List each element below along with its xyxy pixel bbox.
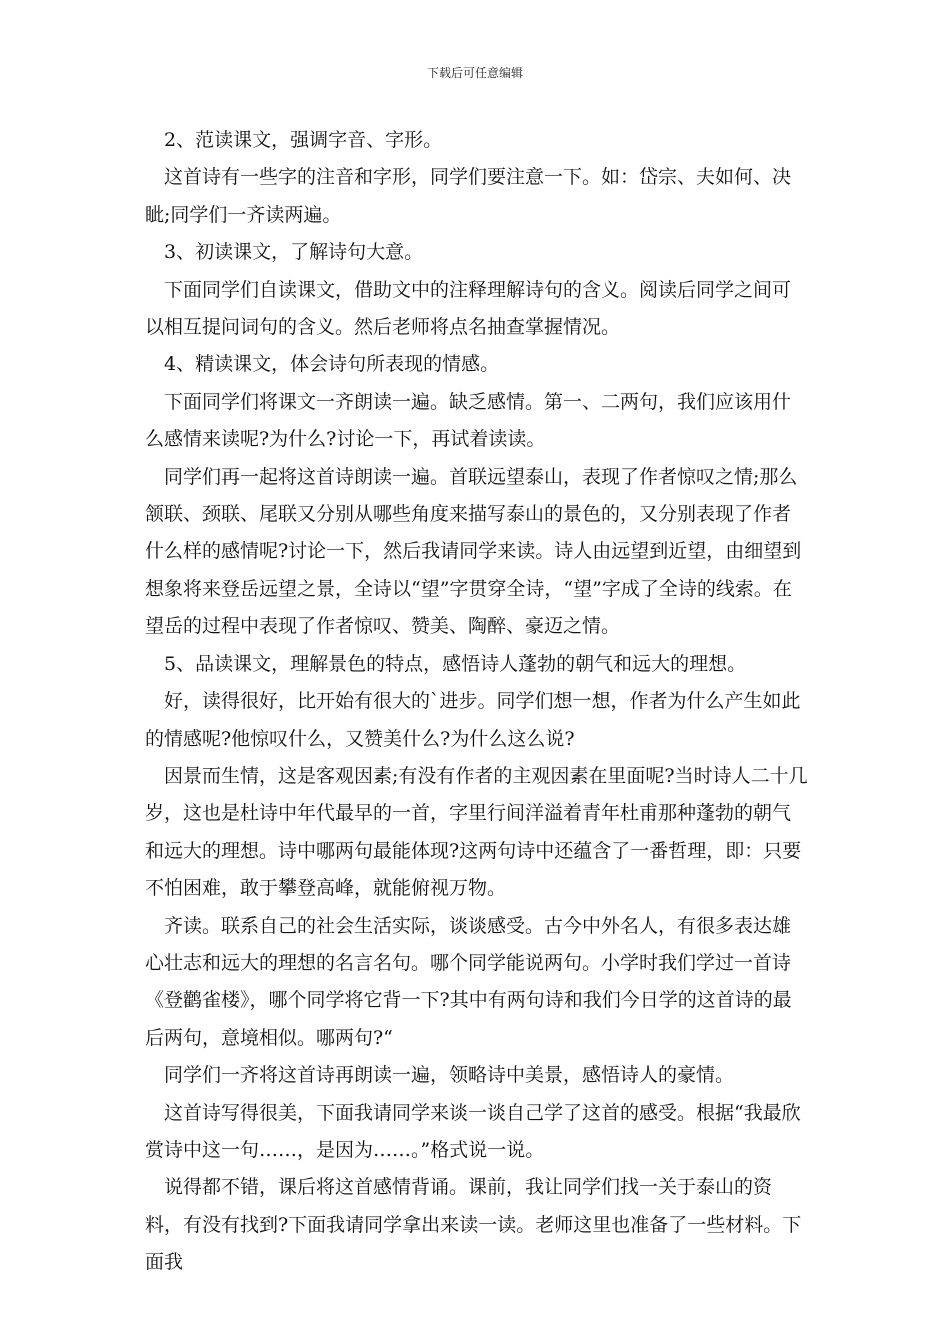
paragraph: 同学们一齐将这首诗再朗读一遍，领略诗中美景，感悟诗人的豪情。 (164, 1064, 735, 1087)
paragraph: 说得都不错，课后将这首感情背诵。课前，我让同学们找一关于泰山的资料，有没有找到?下面我请同学拿出来读一读。老师这里也准备了一些材料。下面我 (145, 1176, 802, 1274)
paragraph: 好，读得很好，比开始有很大的`进步。同学们想一想，作者为什么产生如此的情感呢?他惊叹什么，又赞美什么?为什么这么说? (145, 690, 801, 750)
paragraph: 这首诗写得很美，下面我请同学来谈一谈自己学了这首的感受。根据“我最欣赏诗中这一句……，是因为……。”格式说一说。 (145, 1101, 801, 1161)
page-header: 下载后可任意编辑 (426, 66, 523, 80)
paragraph: 齐读。联系自己的社会生活实际，谈谈感受。古今中外名人，有很多表达雄心壮志和远大的理想的名言名句。哪个同学能说两句。小学时我们学过一首诗《登鹳雀楼》，哪个同学将它背一下?其中有两句诗和我们今日学的这首诗的最后两句，意境相似。哪两句?“ (145, 914, 792, 1049)
document-body (145, 122, 809, 1282)
paragraph: 下面同学们将课文一齐朗读一遍。缺乏感情。第一、二两句，我们应该用什么感情来读呢?为什么?讨论一下，再试着读读。 (145, 390, 792, 451)
paragraph: 这首诗有一些字的注音和字形，同学们要注意一下。如：岱宗、夫如何、决眦;同学们一齐读两遍。 (145, 166, 792, 226)
paragraph: 2、范读课文，强调字音、字形。 (164, 129, 443, 151)
paragraph: 5、品读课文，理解景色的特点，感悟诗人蓬勃的朝气和远大的理想。 (164, 652, 747, 675)
paragraph: 3、初读课文，了解诗句大意。 (164, 241, 424, 264)
paragraph: 下面同学们自读课文，借助文中的注释理解诗句的含义。阅读后同学之间可以相互提问词句的含义。然后老师将点名抽查掌握情况。 (145, 278, 792, 339)
paragraph: 4、精读课文，体会诗句所表现的情感。 (164, 353, 500, 376)
paragraph: 同学们再一起将这首诗朗读一遍。首联远望泰山，表现了作者惊叹之情;那么颔联、颈联、尾联又分别从哪些角度来描写泰山的景色的，又分别表现了作者什么样的感情呢?讨论一下，然后我请同学来读。诗人由远望到近望，由细望到想象将来登岳远望之景，全诗以“望”字贯穿全诗，“望”字成了全诗的线索。在望岳的过程中表现了作者惊叹、赞美、陶醉、豪迈之情。 (145, 465, 802, 638)
paragraph: 因景而生情，这是客观因素;有没有作者的主观因素在里面呢?当时诗人二十几岁，这也是杜诗中年代最早的一首，字里行间洋溢着青年杜甫那种蓬勃的朝气和远大的理想。诗中哪两句最能体现?这两句诗中还蕴含了一番哲理，即：只要不怕困难，敢于攀登高峰，就能俯视万物。 (145, 764, 808, 900)
